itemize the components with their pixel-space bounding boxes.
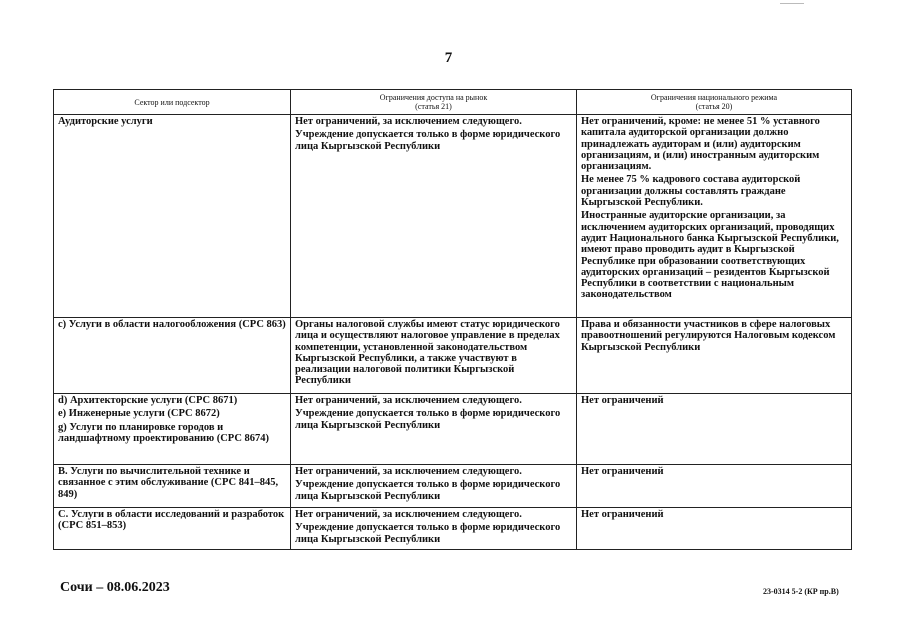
- commitments-table: [53, 89, 852, 550]
- market-access-cell: [291, 115, 577, 318]
- footer-place-date: Сочи – 08.06.2023: [60, 580, 170, 595]
- page-number: 7: [444, 50, 453, 66]
- sector-cell: [54, 394, 291, 465]
- sector-text: Аудиторские услуги: [58, 116, 153, 127]
- national-treatment-cell: [577, 318, 852, 394]
- national-treatment-text: Нет ограничений, кроме: не менее 51 % уставного капитала аудиторской организации должно принадлежать аудиторам и (или) аудиторским организациям, и (или) иностранным аудиторским организациям.: [581, 116, 820, 173]
- market-access-cell: [291, 318, 577, 394]
- national-treatment-cell: [577, 394, 852, 465]
- table-row: [54, 115, 852, 318]
- table-row: [54, 394, 852, 465]
- market-access-text: Учреждение допускается только в форме юридического лица Кыргызской Республики: [295, 408, 561, 431]
- sector-text: d) Архитекторские услуги (СРС 8671): [58, 395, 238, 406]
- header-national-treatment-article: (статья 20): [695, 102, 733, 111]
- national-treatment-cell: [577, 465, 852, 508]
- sector-text: C. Услуги в области исследований и разработок (СРС 851–853): [58, 509, 285, 532]
- national-treatment-text: Иностранные аудиторские организации, за исключением аудиторских организаций, проводящих аудит Национального банка Кыргызской Республики, имеют право проводить аудит в Кыргызской Республике при образовании соответствующих аудиторских организаций – резидентов Кыргызской Республики в соответствии с национальным законодательством: [581, 210, 839, 301]
- header-sector-label: Сектор или подсектор: [134, 97, 210, 107]
- national-treatment-cell: [577, 115, 852, 318]
- national-treatment-text: Не менее 75 % кадрового состава аудиторской организации должны составлять граждане Кыргызской Республики.: [581, 174, 801, 209]
- national-treatment-text: Нет ограничений: [581, 395, 664, 406]
- market-access-text: Учреждение допускается только в форме юридического лица Кыргызской Республики: [295, 129, 561, 152]
- market-access-cell: [291, 394, 577, 465]
- sector-text: e) Инженерные услуги (СРС 8672): [58, 408, 220, 420]
- sector-cell: [54, 318, 291, 394]
- national-treatment-text: Нет ограничений: [581, 466, 664, 477]
- market-access-text: Учреждение допускается только в форме юридического лица Кыргызской Республики: [295, 479, 561, 502]
- sector-cell: [54, 508, 291, 550]
- table-row: [54, 318, 852, 394]
- header-market-access-title: Ограничения доступа на рынок: [379, 93, 488, 102]
- header-national-treatment: [577, 90, 852, 115]
- table-header-row: [54, 90, 852, 115]
- header-market-access-article: (статья 21): [415, 102, 452, 111]
- table-row: [54, 465, 852, 508]
- national-treatment-text: Нет ограничений: [581, 509, 664, 520]
- market-access-text: Нет ограничений, за исключением следующего.: [295, 466, 522, 477]
- sector-text: g) Услуги по планировке городов и ландшафтному проектированию (СРС 8674): [58, 421, 270, 444]
- market-access-text: Нет ограничений, за исключением следующего.: [295, 116, 522, 127]
- sector-cell: [54, 115, 291, 318]
- footer-document-symbol: 23-0314 5-2 (КР пр.В): [763, 587, 839, 596]
- national-treatment-text: Права и обязанности участников в сфере налоговых правоотношений регулируются Налоговым кодексом Кыргызской Республики: [581, 319, 836, 353]
- scan-artifact: [780, 3, 804, 4]
- sector-cell: [54, 465, 291, 508]
- market-access-text: Нет ограничений, за исключением следующего.: [295, 509, 522, 520]
- table-row: [54, 508, 852, 550]
- header-national-treatment-title: Ограничения национального режима: [650, 93, 778, 102]
- sector-text: B. Услуги по вычислительной технике и связанное с этим обслуживание (СРС 841–845, 849): [58, 466, 279, 500]
- market-access-text: Органы налоговой службы имеют статус юридического лица и осуществляют налоговое управление в пределах компетенции, установленной законодательством Кыргызской Республики, а также участвуют в реализации налоговой политики Кыргызской Республики: [295, 319, 560, 387]
- market-access-text: Нет ограничений, за исключением следующего.: [295, 395, 522, 406]
- national-treatment-cell: [577, 508, 852, 550]
- market-access-cell: [291, 508, 577, 550]
- market-access-text: Учреждение допускается только в форме юридического лица Кыргызской Республики: [295, 522, 561, 545]
- sector-text: c) Услуги в области налогообложения (СРС 863): [58, 319, 286, 330]
- market-access-cell: [291, 465, 577, 508]
- header-sector: [54, 90, 291, 115]
- header-market-access: [291, 90, 577, 115]
